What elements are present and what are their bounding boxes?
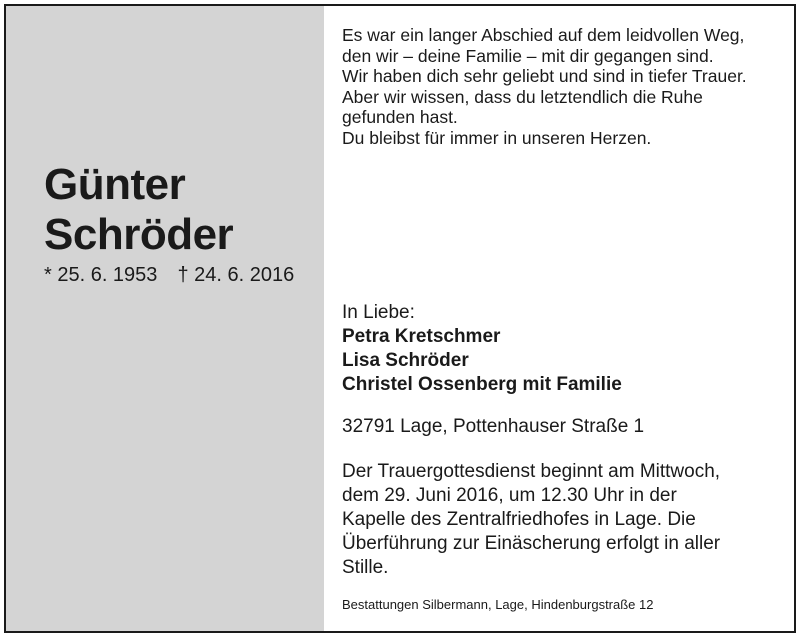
deceased-last-name: Schröder (44, 210, 234, 259)
mourners-intro: In Liebe: (342, 302, 415, 323)
poem-line: Es war ein langer Abschied auf dem leidvollen Weg, (342, 25, 745, 45)
service-line: Kapelle des Zentralfriedhofes in Lage. Die (342, 509, 696, 530)
mourner-name: Christel Ossenberg mit Familie (342, 374, 622, 395)
birth-date: * 25. 6. 1953 (44, 264, 158, 286)
life-dates (44, 264, 294, 287)
undertaker-credit: Bestattungen Silbermann, Lage, Hindenburgstraße 12 (342, 597, 654, 612)
death-date: † 24. 6. 2016 (177, 264, 295, 286)
service-line: Überführung zur Einäscherung erfolgt in aller (342, 533, 721, 554)
mourner-name: Petra Kretschmer (342, 326, 501, 347)
poem-line: Wir haben dich sehr geliebt und sind in tiefer Trauer. (342, 66, 747, 86)
farewell-poem (342, 25, 782, 148)
deceased-first-name: Günter (44, 160, 186, 209)
name-panel (6, 6, 324, 631)
service-line: Stille. (342, 557, 389, 578)
mourner-name: Lisa Schröder (342, 350, 469, 371)
poem-line: Aber wir wissen, dass du letztendlich die Ruhe (342, 86, 703, 107)
obituary-frame (4, 4, 796, 633)
poem-line: Du bleibst für immer in unseren Herzen. (342, 127, 652, 148)
service-line: dem 29. Juni 2016, um 12.30 Uhr in der (342, 485, 677, 506)
family-address: 32791 Lage, Pottenhauser Straße 1 (342, 416, 645, 437)
funeral-service-info (342, 460, 782, 580)
mourners-block (342, 301, 782, 397)
service-line: Der Trauergottesdienst beginnt am Mittwoch, (342, 461, 721, 482)
deceased-name (44, 160, 233, 260)
poem-line: gefunden hast. (342, 107, 458, 127)
poem-line: den wir – deine Familie – mit dir gegangen sind. (342, 45, 714, 66)
